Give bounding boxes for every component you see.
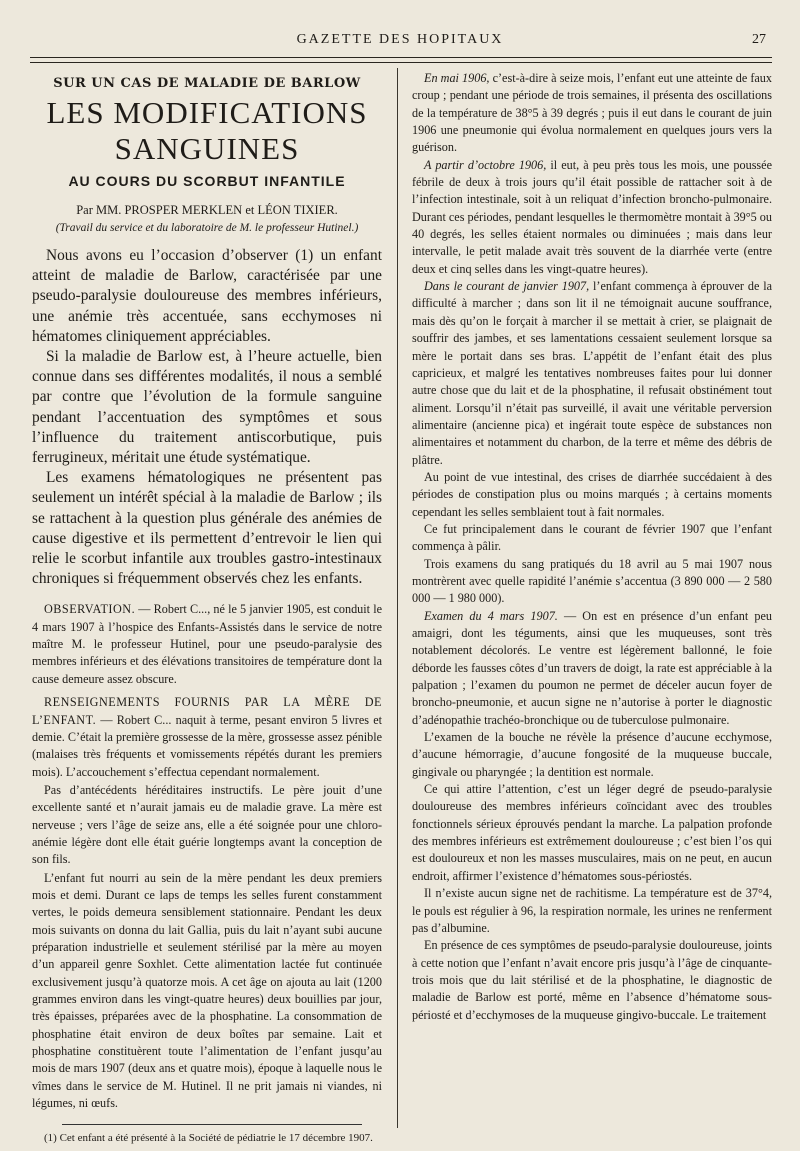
- body-paragraph: L’enfant fut nourri au sein de la mère pendant les deux premiers mois et demi. Durant ce laps de temps les selles furent constamment vertes, le poids demeura sensiblement stationnaire. Pendant les deux mois suivants on donna du lait Gallia, puis du lait n’ayant subi aucune préparation industrielle et seulement stérilisé par la mère au moyen d’un appareil genre Soxhlet. Cette alimentation lactée fut continuée exclusivement jusqu’à quatorze mois. A cet âge on ajouta au lait (1200 grammes environ dans les vingt-quatre heures) deux bouillies par jour, très épaisses, préparées avec de la phosphatine. La consommation de phosphatine était environ de deux boîtes par semaine. Lait et phosphatine constituèrent toute l’alimentation de l’enfant jusqu’au mois de mars 1907 (deux ans et quatre mois), époque à laquelle nous le vîmes dans le service de M. Hutinel. Il ne prit jamais ni viandes, ni légumes, ni œufs.: [32, 870, 382, 1111]
- article-kicker: SUR UN CAS DE MALADIE DE BARLOW: [53, 76, 361, 91]
- right-paragraph: [412, 885, 772, 937]
- observation-section: [32, 601, 382, 1112]
- paragraph-text: L’examen de la bouche ne révèle la présence d’aucune ecchymose, d’aucune hémorragie, d’aucune fongosité de la muqueuse buccale, gingivale ou pharyngée ; la dentition est normale.: [412, 730, 772, 779]
- paragraph-text: c’est-à-dire à seize mois, l’enfant eut une atteinte de faux croup ; pendant une période de trois semaines, il présenta des oscillations de la température de 38°5 à 39 degrés ; puis il eut dans le courant de juin 1906 une pneumonie qui évolua normalement en quelques jours vers la guérison.: [412, 71, 772, 155]
- right-paragraph: [412, 608, 772, 729]
- paragraph-lead: Examen du 4 mars 1907.: [424, 608, 558, 623]
- intro-paragraph: Les examens hématologiques ne présentent pas seulement un intérêt spécial à la maladie de Barlow ; ils se rattachent à la question plus générale des anémies de cause digestive et ils permettent d’entrevoir le lien qui relie le scorbut infantile aux troubles gastro-intestinaux chroniques si fréquemment observés chez les enfants.: [32, 469, 382, 588]
- running-head: [0, 30, 800, 50]
- intro-section: [32, 246, 382, 589]
- paragraph-text: Au point de vue intestinal, des crises de diarrhée succédaient à des périodes de constipation plus ou moins marqués ; à certains moments cependant les selles semblaient tout à fait normales.: [412, 469, 772, 519]
- article-title: LES MODIFICATIONS SANGUINES: [46, 95, 368, 166]
- right-paragraph: [412, 278, 772, 469]
- renseignements-paragraph: [32, 694, 382, 781]
- paragraph-text: Trois examens du sang pratiqués du 18 avril au 5 mai 1907 nous montrèrent avec quelle rapidité l’anémie s’accentua (3 890 000 — 2 580 000 — 1 980 000).: [412, 556, 772, 606]
- header-rule-double: [30, 62, 772, 63]
- paragraph-text: l’enfant commença à éprouver de la difficulté à marcher ; dans son lit il ne témoignait aucune souffrance, mais dès qu’on le forçait à marcher il se mettait à crier, se plaignait de souffrir des jambes, et ses lamentations cessaient seulement lorsque sa mère le portait dans ses bras. L’appétit de l’enfant était des plus capricieux, et malgré les tentatives nombreuses faites pour lui donner autre chose que du lait et de la phosphatine, il refusait obstinément tout aliment. Lorsqu’il n’était pas surveillé, il avait une véritable perversion alimentaire (ancienne pica) et ingérait toute espèce de substances non alimentaires et notamment du charbon, de la terre et même des débris de plâtre.: [412, 279, 773, 467]
- article-subtitle: AU COURS DU SCORBUT INFANTILE: [68, 173, 346, 189]
- paragraph-lead: Dans le courant de janvier 1907,: [424, 279, 590, 294]
- observation-paragraph: [32, 601, 382, 688]
- observation-text: — Robert C..., né le 5 janvier 1905, est conduit le 4 mars 1907 à l’hospice des Enfants-Assistés dans le service de notre maître M. le professeur Hutinel, pour une pseudo-paralysie des membres inférieurs et des élévations transitoires de température dont la cause demeure assez obscure.: [32, 602, 382, 686]
- intro-paragraph: Nous avons eu l’occasion d’observer (1) un enfant atteint de maladie de Barlow, caractérisée par une pseudo-paralysie douloureuse des membres inférieurs, une anémie très accentuée, sans ecchymoses ni hématomes cliniquement appréciables.: [32, 247, 382, 345]
- renseignements-label: RENSEIGNEMENTS FOURNIS PAR LA MÈRE DE L’ENFANT.: [32, 695, 382, 727]
- right-paragraph: [412, 729, 772, 781]
- right-paragraph: [412, 521, 772, 556]
- right-paragraph: [412, 70, 772, 157]
- right-paragraph: [412, 781, 772, 885]
- paragraph-text: En présence de ces symptômes de pseudo-paralysie douloureuse, joints à cette notion que l’enfant n’avait encore pris jusqu’à l’âge de cinquante-trois mois que du lait stérilisé et de la phosphatine, le diagnostic de maladie de Barlow est porté, même en l’absence d’hématome sous-périosté et d’ecchymoses de la muqueuse gingivo-buccale. Le traitement: [412, 938, 772, 1022]
- footnote: (1) Cet enfant a été présenté à la Société de pédiatrie le 17 décembre 1907.: [44, 1132, 373, 1145]
- right-column: [412, 70, 772, 1024]
- paragraph-text: — On est en présence d’un enfant peu amaigri, dont les téguments, ainsi que les muqueuses, sont très notablement décolorés. Le ventre est légèrement ballonné, le foie déborde les fausses côtes d’un travers de doigt, la rate est appréciable à la palpation ; l’examen du poumon ne permet de déceler aucun foyer de broncho-pneumonie, et aucun signe ne n’autorise à porter le diagnostic d’adénopathie trachéo-bronchique ou de tuberculose pulmonaire.: [412, 608, 772, 727]
- renseignements-text: — Robert C... naquit à terme, pesant environ 5 livres et demie. C’était la première grossesse de la mère, grossesse assez pénible (malaises très fréquents et vomissements répétés durant les premiers mois). L’accouchement s’effectua cependant normalement.: [32, 712, 382, 779]
- paragraph-text: Ce fut principalement dans le courant de février 1907 que l’enfant commença à pâlir.: [412, 521, 772, 554]
- header-rule: [30, 57, 772, 58]
- right-paragraph: [412, 556, 772, 608]
- right-paragraph: [412, 937, 772, 1024]
- paragraph-text: Il n’existe aucun signe net de rachitisme. La température est de 37°4, le pouls est régulier à 96, la respiration normale, les urines ne renferment pas d’albumine.: [412, 886, 772, 935]
- right-paragraph: [412, 157, 772, 278]
- paragraph-lead: A partir d’octobre 1906,: [424, 157, 547, 172]
- left-column: [32, 70, 382, 1145]
- paragraph-lead: En mai 1906,: [424, 71, 490, 85]
- paragraph-text: Ce qui attire l’attention, c’est un léger degré de pseudo-paralysie douloureuse des membres inférieurs coïncidant avec des troubles fonctionnels sérieux éprouvés pendant la marche. La palpation profonde des membres inférieurs est extrêmement douloureuse ; c’est bien l’os qui est douloureux et non les masses musculaires, mais on ne peut, en aucun endroit, affirmer l’existence d’hématomes sous-périostés.: [412, 782, 772, 883]
- right-paragraph: [412, 469, 772, 521]
- observation-label: OBSERVATION.: [44, 602, 136, 617]
- article-authors: Par MM. PROSPER MERKLEN et LÉON TIXIER.: [76, 203, 338, 217]
- footnote-rule: [62, 1124, 362, 1125]
- column-divider: [397, 68, 398, 1128]
- body-paragraph: Pas d’antécédents héréditaires instructifs. Le père jouit d’une excellente santé et n’aurait jamais eu de maladie grave. La mère est nerveuse ; vers l’âge de seize ans, elle a été soignée pour une chloro-anémie légère dont elle était guérie longtemps avant la conception de son fils.: [32, 782, 382, 867]
- paragraph-text: il eut, à peu près tous les mois, une poussée fébrile de deux à trois jours qu’il était possible de rattacher soit à de l’infection intestinale, soit à un reliquat d’infection broncho-pulmonaire. Durant ces périodes, pendant lesquelles le thermomètre montait à 39°5 ou 40 degrés, les selles étaient normales ou diminuées ; mais dans leur intervalle, le petit malade avait très souvent de la diarrhée verte (entre deux et cinq selles dans les vingt-quatre heures).: [412, 157, 772, 276]
- running-title: GAZETTE DES HOPITAUX: [296, 32, 504, 47]
- page-number: 27: [752, 32, 766, 47]
- intro-paragraph: Si la maladie de Barlow est, à l’heure actuelle, bien connue dans ses différentes modalités, il nous a semblé par contre que l’évolution de la formule sanguine pendant l’accentuation des symptômes et sous l’influence du traitement antiscorbutique, puis ferrugineux, méritait une étude systématique.: [32, 348, 382, 467]
- article-affiliation: (Travail du service et du laboratoire de M. le professeur Hutinel.): [55, 222, 359, 234]
